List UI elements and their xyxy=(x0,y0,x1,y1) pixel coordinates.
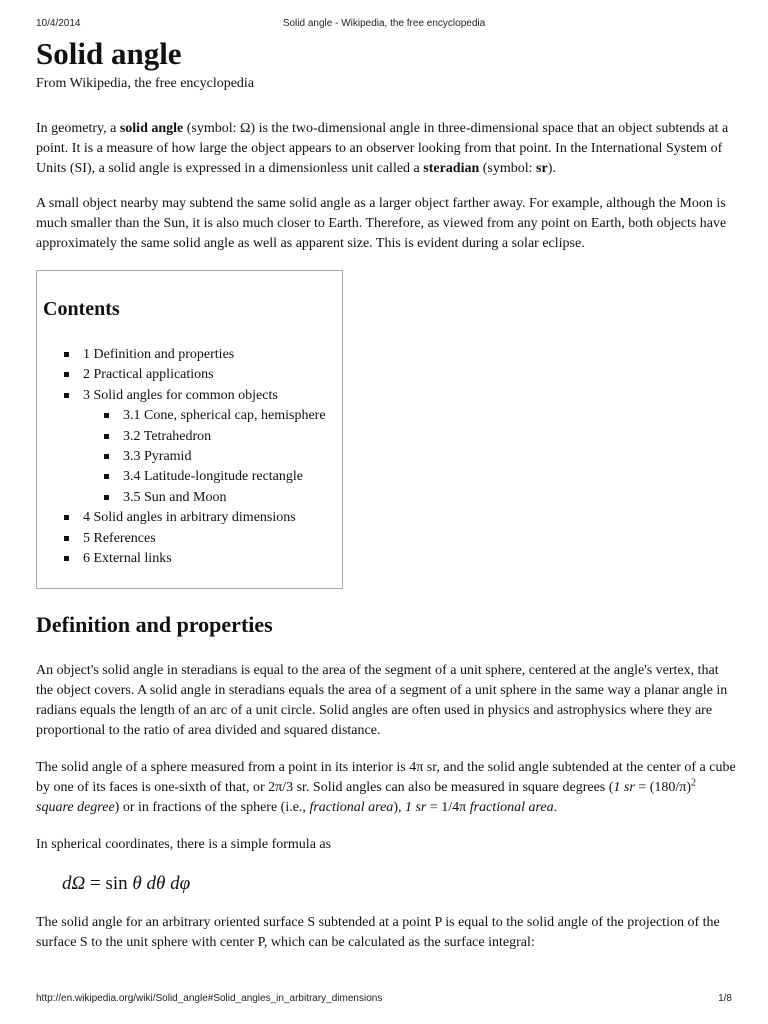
article-title: Solid angle xyxy=(36,36,182,71)
superscript: 2 xyxy=(691,777,697,789)
toc-item-label[interactable]: 1 Definition and properties xyxy=(83,347,235,362)
toc-item[interactable] xyxy=(43,427,336,447)
formula-rhs: θ dθ dφ xyxy=(127,873,191,894)
formula-solid-angle-element xyxy=(62,869,736,899)
bullet-icon xyxy=(64,352,69,357)
text-run: The solid angle of a sphere measured from a point in its interior is 4π sr, and the solid angle subtended at the center of a cube by one of its faces is one-sixth of that, or 2π/3 sr. Solid angles can also be measured in square degrees ( xyxy=(36,760,736,795)
bold-term-steradian: steradian xyxy=(423,161,480,176)
bullet-icon xyxy=(104,434,109,439)
toc-item[interactable] xyxy=(43,529,336,549)
toc-item-label[interactable]: 3 Solid angles for common objects xyxy=(83,387,278,403)
intro-paragraph-2: A small object nearby may subtend the same solid angle as a larger object farther away. For example, although the Moon is much smaller than the Sun, it is also much closer to Earth. Therefore, as viewed from any point on Earth, both objects have approximately the same solid angle as well as apparent size. This is evident during a solar eclipse. xyxy=(36,196,727,251)
text-run: ). xyxy=(547,161,556,176)
bullet-icon xyxy=(64,372,69,377)
definition-paragraph-2 xyxy=(36,758,736,818)
text-run: (symbol: xyxy=(479,161,537,176)
toc-item-label[interactable]: 6 External links xyxy=(83,551,172,567)
italic-run: fractional area xyxy=(469,800,554,815)
formula-equals: = xyxy=(85,873,106,894)
table-of-contents xyxy=(36,270,343,589)
bullet-icon xyxy=(104,474,109,479)
toc-item-label[interactable]: 3.2 Tetrahedron xyxy=(123,428,212,444)
toc-list xyxy=(43,345,336,569)
text-run: ) or in fractions of the sphere (i.e., xyxy=(114,800,310,815)
toc-item[interactable] xyxy=(43,488,336,508)
bullet-icon xyxy=(64,536,69,541)
toc-item[interactable] xyxy=(43,467,336,487)
toc-title: Contents xyxy=(43,298,120,320)
formula-lhs: dΩ xyxy=(62,873,86,894)
definition-paragraph-1: An object's solid angle in steradians is equal to the area of the segment of a unit sphere, centered at the angle's vertex, that the object covers. A solid angle in steradians equals the area of a segment of a unit sphere in the same way a planar angle in radians equals the length of an arc of a unit circle. Solid angles are often used in physics and astrophysics where they are proportional to the ratio of area divided and squared distance. xyxy=(36,663,728,738)
italic-run: 1 sr xyxy=(613,780,635,795)
text-run: . xyxy=(553,800,558,815)
definition-paragraph-3: In spherical coordinates, there is a simple formula as xyxy=(36,837,332,852)
bullet-icon xyxy=(64,393,69,398)
toc-item-label[interactable]: 3.4 Latitude-longitude rectangle xyxy=(123,469,303,485)
article-content xyxy=(36,34,736,953)
toc-item-label[interactable]: 3.3 Pyramid xyxy=(123,449,192,465)
bullet-icon xyxy=(64,556,69,561)
toc-item[interactable] xyxy=(43,549,336,569)
text-run: = 1/4π xyxy=(426,800,470,815)
bullet-icon xyxy=(104,454,109,459)
toc-item[interactable] xyxy=(43,345,336,365)
bold-term-sr: sr xyxy=(536,161,548,176)
toc-item[interactable] xyxy=(43,386,336,406)
print-footer xyxy=(36,993,732,1007)
print-header xyxy=(36,18,732,32)
intro-paragraph-1 xyxy=(36,119,736,179)
toc-item[interactable] xyxy=(43,447,336,467)
bullet-icon xyxy=(104,413,109,418)
italic-run: fractional area xyxy=(309,800,394,815)
bold-term-solid-angle: solid angle xyxy=(119,121,184,136)
print-page-title: Solid angle - Wikipedia, the free encyclopedia xyxy=(282,18,486,29)
print-date: 10/4/2014 xyxy=(36,18,81,29)
toc-item[interactable] xyxy=(43,365,336,385)
text-run: ), xyxy=(393,800,405,815)
bullet-icon xyxy=(104,495,109,500)
formula-sin: sin xyxy=(105,873,128,894)
toc-item[interactable] xyxy=(43,406,336,426)
text-run: In geometry, a xyxy=(36,121,120,136)
toc-item-label[interactable]: 5 References xyxy=(83,530,156,546)
toc-item-label[interactable]: 4 Solid angles in arbitrary dimensions xyxy=(83,510,296,526)
bullet-icon xyxy=(64,515,69,520)
page-number: 1/8 xyxy=(718,993,732,1004)
toc-item-label[interactable]: 3.1 Cone, spherical cap, hemisphere xyxy=(123,408,326,424)
toc-item-label[interactable]: 3.5 Sun and Moon xyxy=(123,489,227,505)
toc-item[interactable] xyxy=(43,508,336,528)
text-run: = (180/π) xyxy=(634,780,692,795)
article-tagline: From Wikipedia, the free encyclopedia xyxy=(36,76,255,91)
print-url: http://en.wikipedia.org/wiki/Solid_angle#Solid_angles_in_arbitrary_dimensions xyxy=(36,993,383,1004)
section-heading-definition: Definition and properties xyxy=(36,612,273,637)
italic-run: 1 sr xyxy=(404,800,427,815)
toc-item-label[interactable]: 2 Practical applications xyxy=(83,367,214,383)
definition-paragraph-4: The solid angle for an arbitrary oriented surface S subtended at a point P is equal to the solid angle of the projection of the surface S to the unit sphere with center P, which can be calculated as the surface integral: xyxy=(36,915,720,950)
text-run: (symbol: Ω) is the two-dimensional angle in three-dimensional space that an object subtends at a point. It is a measure of how large the object appears to an observer looking from that point. In the International System of Units (SI), a solid angle is expressed in a dimensionless unit called a xyxy=(36,121,729,176)
italic-run: square degree xyxy=(36,800,115,815)
